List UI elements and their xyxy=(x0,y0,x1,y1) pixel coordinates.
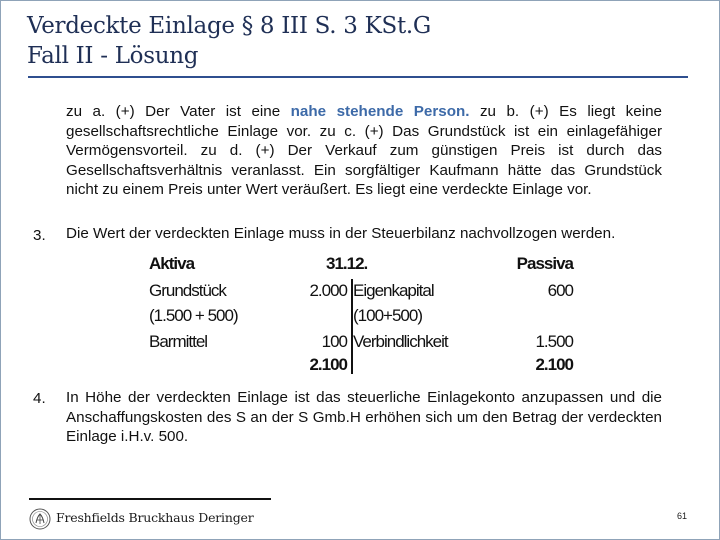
row-barmittel-label: Barmittel xyxy=(149,332,208,351)
row-grundstueck-note: (1.500 + 500) xyxy=(149,306,238,325)
row-verbindlichkeit-label: Verbindlichkeit xyxy=(353,332,448,351)
footer-logo-text: Freshfields Bruckhaus Deringer xyxy=(56,510,254,525)
table-header-passiva: Passiva xyxy=(516,254,573,273)
row-verbindlichkeit-value: 1.500 xyxy=(535,332,573,351)
para1-text-b: zu b. (+) Es liegt keine gesellschaftsrechtliche Einlage vor. zu c. (+) Das Grundstück ist ein einlagefähiger Vermögensvorteil. zu d. (+) Der Verkauf zum günstigen Preis ist durch das Gesellschaftsverhältnis veranlasst. Ein sorgfältiger Kaufmann hätte das Grundstück nicht zu einem Preis unter Wert veräußert. Es liegt eine verdeckte Einlage vor. xyxy=(66,103,662,198)
t-account-divider xyxy=(351,279,353,374)
row-eigenkapital-note: (100+500) xyxy=(353,306,422,325)
row-eigenkapital-value: 600 xyxy=(547,281,573,300)
row-barmittel-value: 100 xyxy=(321,332,347,351)
list-number-3: 3. xyxy=(33,227,46,244)
aktiva-total: 2.100 xyxy=(309,355,347,374)
passiva-total: 2.100 xyxy=(535,355,573,374)
list-item-3-text: Die Wert der verdeckten Einlage muss in der Steuerbilanz nachvollzogen werden. xyxy=(66,225,616,242)
title-line-1: Verdeckte Einlage § 8 III S. 3 KSt.G xyxy=(27,13,431,39)
freshfields-logo-icon xyxy=(29,508,51,530)
row-grundstueck-label: Grundstück xyxy=(149,281,226,300)
slide-title xyxy=(27,11,431,71)
table-header-date: 31.12. xyxy=(326,254,368,273)
row-grundstueck-value: 2.000 xyxy=(309,281,347,300)
para1-text-a: zu a. (+) Der Vater ist eine xyxy=(66,103,291,120)
footer-rule xyxy=(29,498,271,500)
title-line-2: Fall II - Lösung xyxy=(27,43,199,69)
row-eigenkapital-label: Eigenkapital xyxy=(353,281,434,300)
title-rule xyxy=(28,76,688,78)
page-number: 61 xyxy=(676,511,687,521)
table-header-aktiva: Aktiva xyxy=(149,254,195,273)
list-item-4-text: In Höhe der verdeckten Einlage ist das steuerliche Einlagekonto anzupassen und die Anschaffungskosten des S an der S Gmb.H erhöhen sich um den Betrag der verdeckten Einlage i.H.v. 500. xyxy=(66,389,662,445)
highlight-nahe-stehende-person: nahe stehende Person. xyxy=(290,103,470,120)
list-number-4: 4. xyxy=(33,390,46,407)
paragraph-solution-abcd xyxy=(66,102,662,200)
